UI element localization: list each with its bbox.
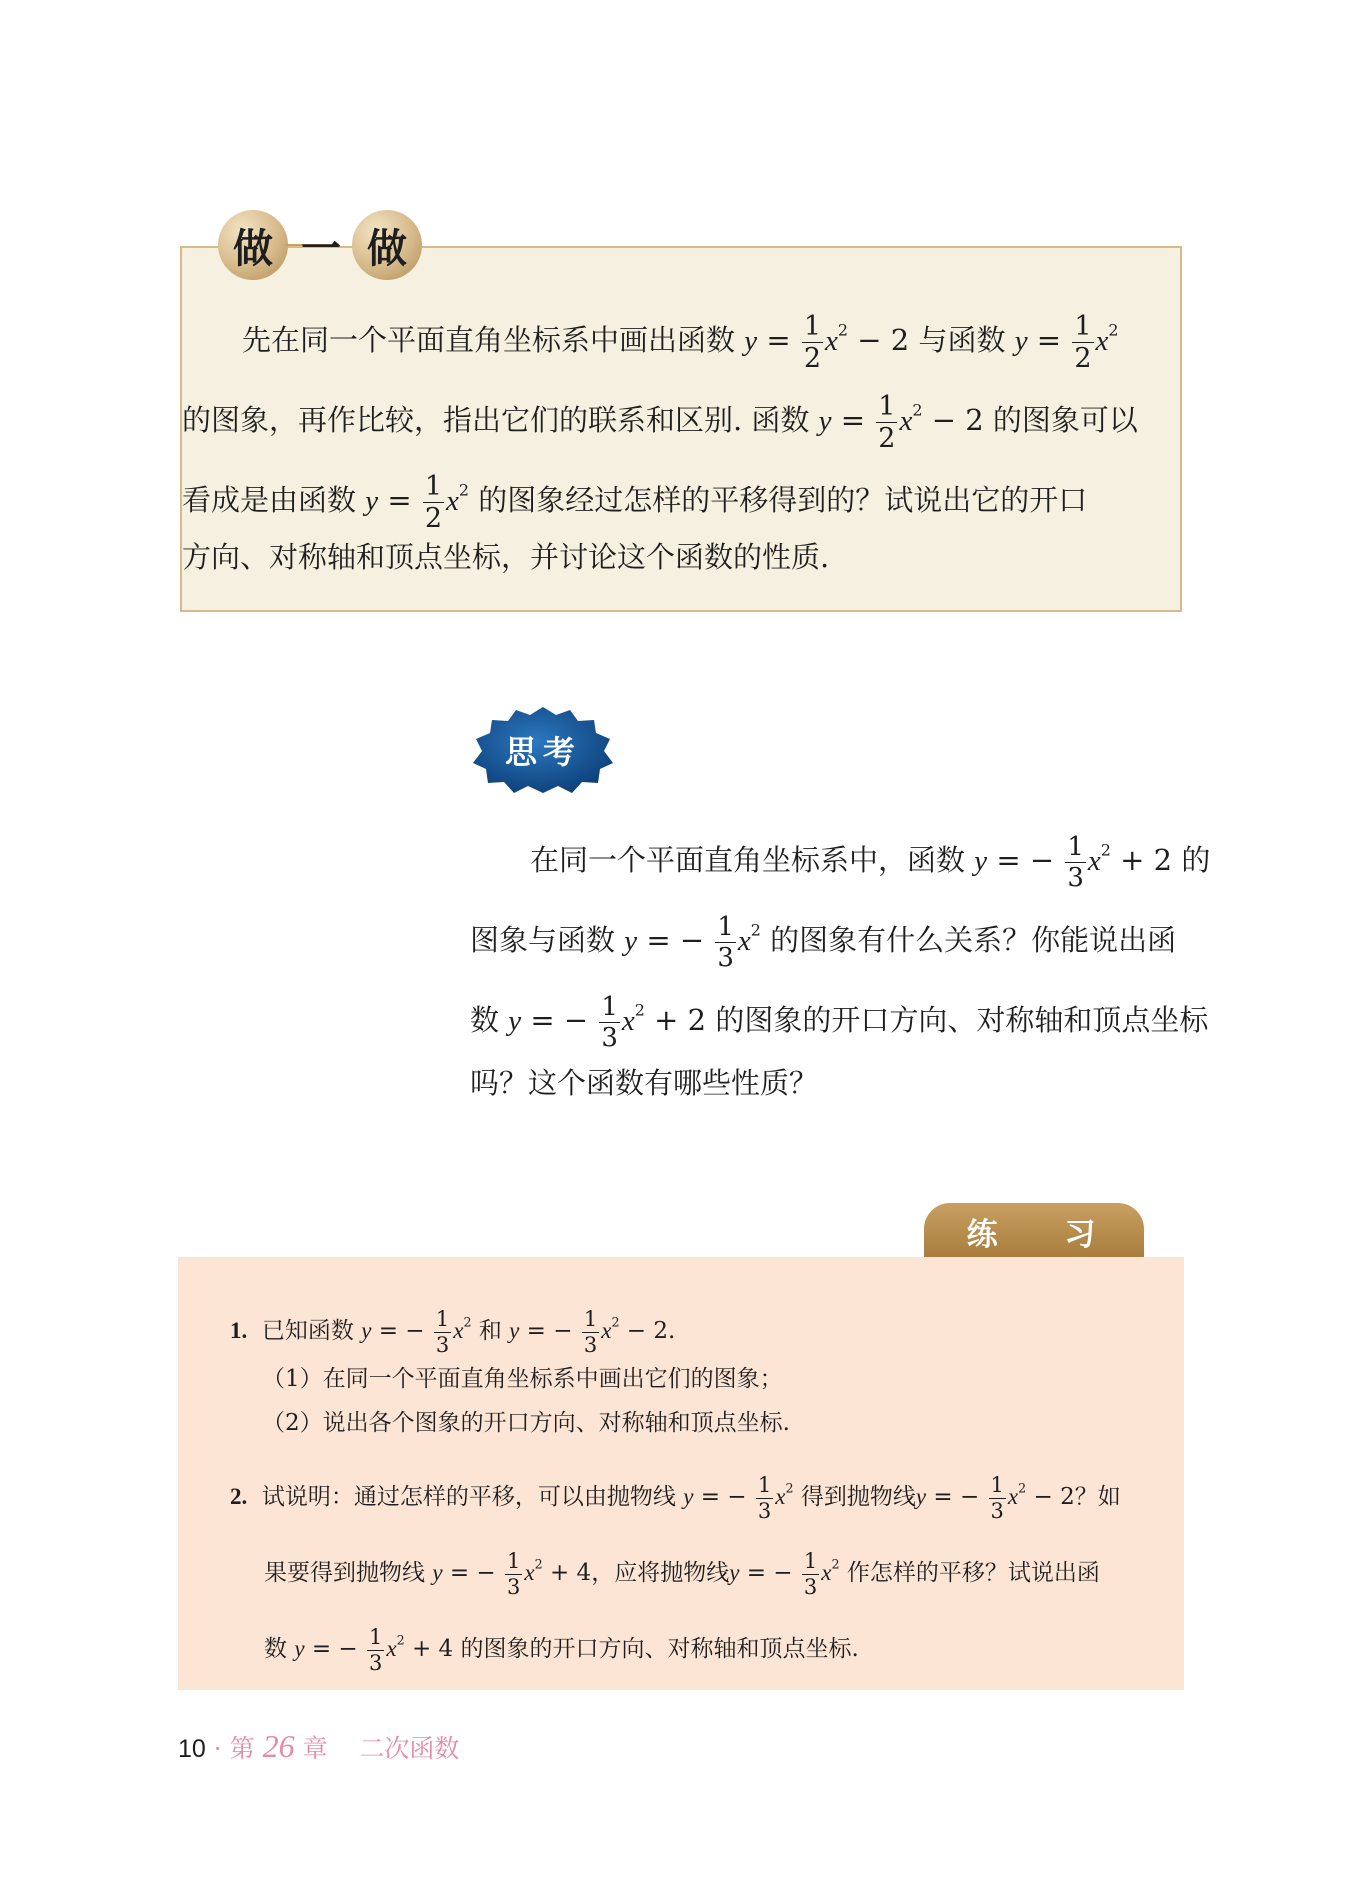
zuo-yi-zuo-box: [180, 225, 1182, 612]
zuo-badge-circle-3: 做: [352, 210, 422, 280]
exercise-q2-line1: 2. 试说明：通过怎样的平移，可以由抛物线 y = − $\frac{1}{3}$ $x^2$ 得到抛物线y = − $\frac{1}{3}$ $x^2 - 2$？如: [230, 1472, 1121, 1523]
chapter-suffix: 章: [302, 1734, 328, 1763]
think-line-2: 图象与函数 y = − $\frac{1}{3}$ $x^2$ 的图象有什么关系？你能说出函: [470, 911, 1177, 973]
page-footer: [178, 1728, 459, 1765]
exercise-q2-line3: 数 y = − $\frac{1}{3}$ $x^2 + 4$ 的图象的开口方向、对称轴和顶点坐标.: [264, 1624, 859, 1675]
footer-dot: ·: [213, 1734, 222, 1763]
page-number: 10: [178, 1735, 206, 1763]
think-line-1: 在同一个平面直角坐标系中，函数 y = − $\frac{1}{3}$ $x^2 + 2$ 的: [530, 831, 1211, 893]
chapter-number: 26: [262, 1728, 295, 1764]
chapter-title: 二次函数: [359, 1734, 460, 1763]
exercise-box: [178, 1257, 1184, 1690]
chapter-prefix: 第: [229, 1734, 255, 1763]
zuo-line-3: 看成是由函数 y = $\frac{1}{2}$ $x^2$ 的图象经过怎样的平移得到的？试说出它的开口: [182, 470, 1088, 534]
exercise-q1-sub2: （2）说出各个图象的开口方向、对称轴和顶点坐标.: [262, 1410, 790, 1436]
exercise-q1-sub1: （1）在同一个平面直角坐标系中画出它们的图象；: [262, 1366, 783, 1392]
exercise-q2-line2: 果要得到抛物线 y = − $\frac{1}{3}$ $x^2 + 4$，应将抛物线y = − $\frac{1}{3}$ $x^2$ 作怎样的平移？试说出函: [264, 1548, 1100, 1599]
zuo-badge-circle-1: 做: [218, 210, 288, 280]
think-line-3: 数 y = − $\frac{1}{3}$ $x^2 + 2$ 的图象的开口方向、对称轴和顶点坐标: [470, 991, 1209, 1053]
zuo-badge-circle-2: 一: [301, 225, 341, 272]
zuo-line-2: 的图象，再作比较，指出它们的联系和区别. 函数 y = $\frac{1}{2}$ $x^2 - 2$ 的图象可以: [182, 390, 1138, 454]
zuo-line-4: 方向、对称轴和顶点坐标，并讨论这个函数的性质.: [182, 540, 830, 574]
think-line-4: 吗？这个函数有哪些性质？: [470, 1066, 819, 1100]
think-badge: [468, 705, 618, 795]
think-label: 思考: [504, 733, 581, 771]
zuo-line-1: 先在同一个平面直角坐标系中画出函数 y = $\frac{1}{2}$ $x^2 - 2$ 与函数 y = $\frac{1}{2}$ $x^2$: [242, 310, 1119, 374]
exercise-tab: 练 习: [924, 1203, 1144, 1259]
exercise-q1: 1. 已知函数 y = − $\frac{1}{3}$ $x^2$ 和 y = − $\frac{1}{3}$ $x^2 - 2$.: [230, 1306, 676, 1357]
